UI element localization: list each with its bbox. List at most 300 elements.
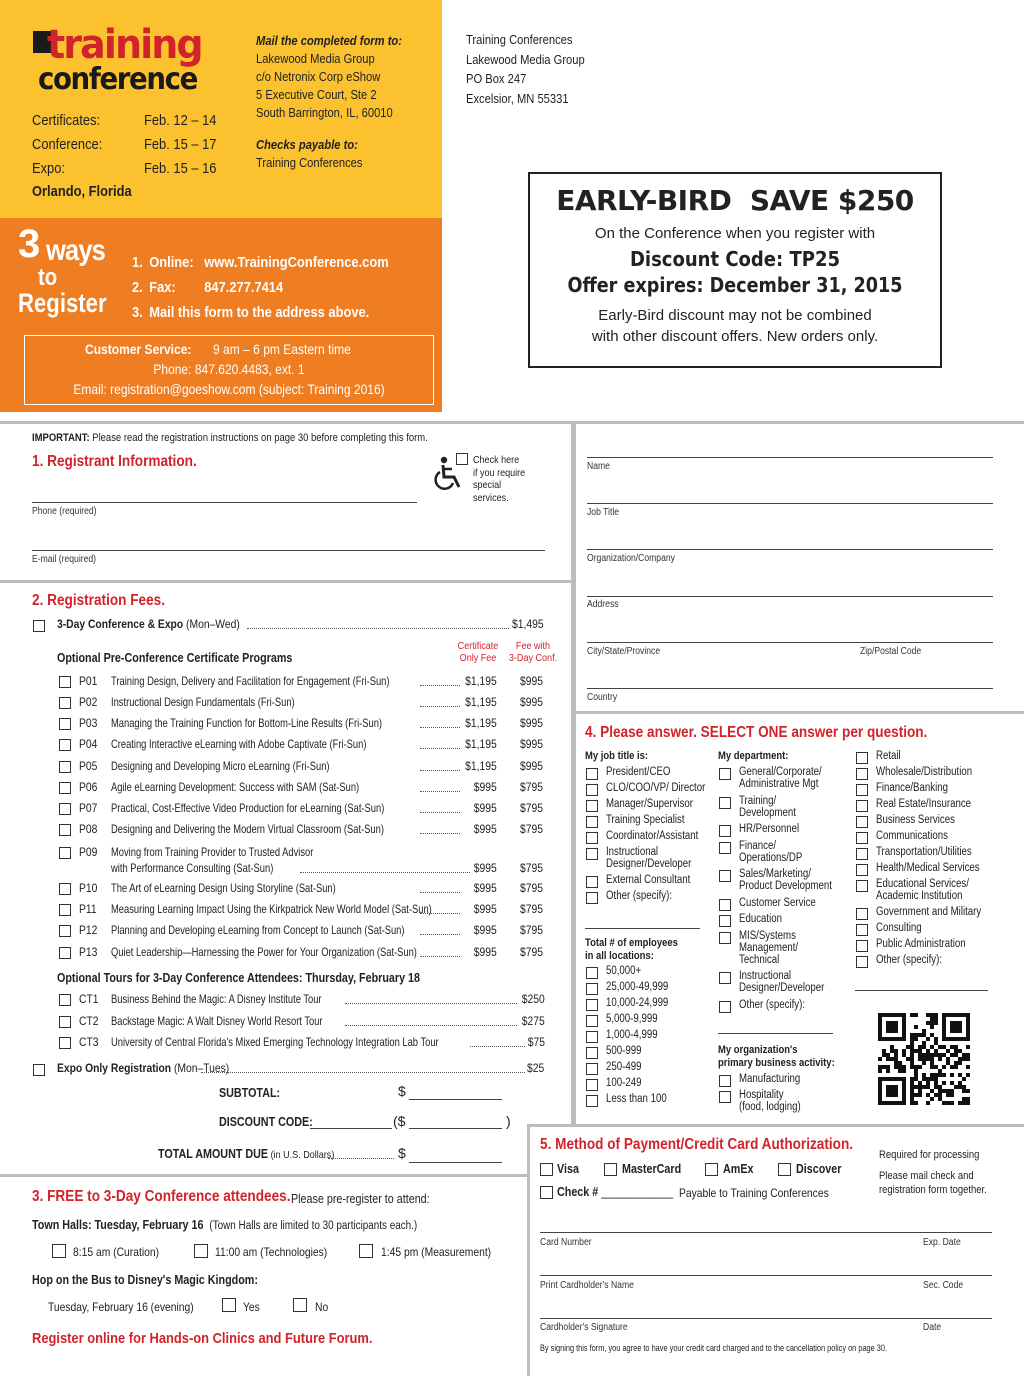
discount-code-field[interactable] — [310, 1128, 392, 1129]
answer-label — [606, 890, 672, 902]
date-value: Feb. 15 – 17 — [144, 135, 217, 153]
cs-email[interactable]: Email: registration@goeshow.com (subject: Training 2016) — [73, 381, 385, 397]
program-checkbox[interactable] — [59, 925, 71, 937]
answer-checkbox[interactable] — [856, 956, 868, 968]
program-name: Designing and Developing Micro eLearning (Fri-Sun) — [111, 759, 330, 773]
mail-note-line: Please mail check and — [879, 1170, 974, 1182]
conference-row — [57, 617, 545, 633]
answer-label — [606, 846, 691, 870]
program-checkbox[interactable] — [59, 697, 71, 709]
org-other-field[interactable] — [855, 990, 988, 991]
date-label: Date — [923, 1322, 942, 1333]
conference-label: 3-Day Conference & Expo — [57, 617, 184, 631]
answer-label-line: Manufacturing — [739, 1073, 801, 1085]
answer-checkbox[interactable] — [719, 932, 731, 944]
answer-checkbox[interactable] — [719, 842, 731, 854]
special-line: special — [473, 479, 502, 491]
conference-checkbox[interactable] — [33, 620, 45, 632]
date-label: Conference: — [32, 135, 103, 153]
mail-line: c/o Netronix Corp eShow — [256, 69, 381, 84]
answer-label — [876, 782, 948, 794]
tour-name: University of Central Florida's Mixed Emerging Technology Integration Lab Tour — [111, 1035, 439, 1049]
program-checkbox[interactable] — [59, 824, 71, 836]
program-checkbox[interactable] — [59, 718, 71, 730]
program-code: P08 — [79, 822, 98, 836]
check-title: Check # — [557, 1185, 599, 1199]
name-field[interactable] — [587, 457, 993, 458]
program-checkbox[interactable] — [59, 883, 71, 895]
dot-leader — [345, 1003, 517, 1004]
answer-checkbox[interactable] — [586, 967, 598, 979]
expo-row — [57, 1061, 545, 1077]
answer-label — [606, 874, 690, 886]
address-line: Training Conferences — [466, 32, 573, 47]
answer-label-line: Training Specialist — [606, 814, 685, 826]
answer-label-line: 500-999 — [606, 1045, 642, 1057]
check-label — [557, 1185, 673, 1199]
expo-label: Expo Only Registration — [57, 1061, 172, 1075]
answer-checkbox[interactable] — [856, 924, 868, 936]
cardholder-label: Print Cardholder's Name — [540, 1280, 634, 1291]
program-name: Agile eLearning Development: Success with SAM (Sat-Sun) — [111, 780, 360, 794]
answer-label — [876, 846, 972, 858]
logo-conference: conference — [38, 62, 197, 97]
program-fee: $995 — [474, 861, 497, 875]
answer-checkbox[interactable] — [856, 784, 868, 796]
ways-label: Fax: — [149, 279, 176, 296]
mail-line: Lakewood Media Group — [256, 51, 375, 66]
program-fee-with-conf: $795 — [520, 861, 543, 875]
answer-checkbox[interactable] — [719, 1091, 731, 1103]
emp-question-line: Total # of employees — [585, 937, 678, 949]
visa-label: Visa — [557, 1162, 579, 1176]
amex-checkbox[interactable] — [705, 1163, 718, 1176]
townhall-time: 8:15 am (Curation) — [73, 1245, 160, 1259]
exp-label: Exp. Date — [923, 1237, 961, 1248]
program-fee: $1,195 — [465, 737, 497, 751]
answer-label — [876, 750, 901, 762]
townhall-checkbox-technologies[interactable] — [194, 1244, 208, 1258]
answer-label-line: Coordinator/Assistant — [606, 830, 699, 842]
answer-checkbox[interactable] — [586, 832, 598, 844]
divider — [528, 1124, 1024, 1127]
answer-label — [606, 1077, 641, 1089]
townhall-checkbox-measurement[interactable] — [359, 1244, 373, 1258]
job-title-label: Job Title — [587, 507, 620, 518]
answer-checkbox[interactable] — [856, 800, 868, 812]
answer-label-line: Management/ — [739, 941, 799, 954]
expo-checkbox[interactable] — [33, 1064, 45, 1076]
discover-checkbox[interactable] — [778, 1163, 791, 1176]
mail-line: South Barrington, IL, 60010 — [256, 105, 393, 120]
tour-checkbox[interactable] — [59, 994, 71, 1006]
address-line: Lakewood Media Group — [466, 51, 585, 67]
answer-label — [739, 840, 802, 864]
program-fee: $1,195 — [465, 759, 497, 773]
payable-note: Payable to Training Conferences — [679, 1186, 829, 1200]
program-fee-with-conf: $995 — [520, 674, 543, 688]
section5-title: 5. Method of Payment/Credit Card Authorization. — [540, 1136, 854, 1153]
program-code: P13 — [79, 945, 98, 959]
email-field[interactable] — [32, 550, 545, 551]
answer-checkbox[interactable] — [586, 892, 598, 904]
answer-checkbox[interactable] — [719, 825, 731, 837]
important-note — [32, 432, 428, 444]
discount-paren-close: ) — [506, 1113, 511, 1129]
answer-label-line: Development — [739, 806, 796, 819]
program-fee-with-conf: $795 — [520, 945, 543, 959]
answer-checkbox[interactable] — [586, 1063, 598, 1075]
program-checkbox[interactable] — [59, 803, 71, 815]
mastercard-label: MasterCard — [622, 1162, 682, 1176]
answer-checkbox[interactable] — [856, 752, 868, 764]
job-other-field[interactable] — [585, 928, 700, 929]
col-header: Fee with — [515, 640, 551, 652]
ways-number: 3 — [18, 222, 41, 266]
card-number-label: Card Number — [540, 1237, 592, 1248]
program-code: P03 — [79, 716, 98, 730]
mail-line: 5 Executive Court, Ste 2 — [256, 87, 377, 102]
bus-date: Tuesday, February 16 (evening) — [48, 1300, 194, 1314]
divider — [0, 1174, 528, 1177]
answer-label-line: Business Services — [876, 814, 955, 826]
answer-label-line: Public Administration — [876, 938, 966, 950]
tour-price: $75 — [527, 1035, 545, 1049]
answer-checkbox[interactable] — [856, 908, 868, 920]
dept-other-field[interactable] — [718, 1033, 833, 1034]
ways-online-link[interactable]: www.TrainingConference.com — [204, 254, 389, 271]
total-title: TOTAL AMOUNT DUE — [158, 1147, 269, 1161]
answer-checkbox[interactable] — [719, 870, 731, 882]
org-question — [718, 1044, 835, 1070]
program-fee-with-conf: $795 — [520, 822, 543, 836]
date-value: Feb. 12 – 14 — [144, 111, 217, 129]
answer-label-line: Sales/Marketing/ — [739, 868, 811, 880]
zip-label: Zip/Postal Code — [860, 646, 922, 657]
mail-block — [256, 32, 436, 172]
job-title-field[interactable] — [587, 503, 993, 504]
answer-checkbox[interactable] — [719, 972, 731, 984]
dot-leader — [420, 748, 460, 749]
org-question-line: My organization's — [718, 1044, 798, 1056]
card-number-field[interactable] — [540, 1232, 992, 1233]
answer-checkbox[interactable] — [856, 848, 868, 860]
answer-checkbox[interactable] — [719, 1001, 731, 1013]
dates-list — [32, 108, 232, 180]
answer-label-line: Health/Medical Services — [876, 862, 980, 874]
ways-panel — [0, 218, 442, 412]
answer-label — [739, 1089, 801, 1113]
phone-field[interactable] — [32, 502, 417, 503]
answer-label-line: CLO/COO/VP/ Director — [606, 782, 706, 794]
program-checkbox[interactable] — [59, 904, 71, 916]
answer-label-line: Product Development — [739, 880, 832, 892]
program-code: P06 — [79, 780, 98, 794]
townhalls-row — [32, 1218, 417, 1232]
answer-checkbox[interactable] — [586, 800, 598, 812]
program-name: Instructional Design Fundamentals (Fri-Sun) — [111, 695, 295, 709]
townhall-time: 1:45 pm (Measurement) — [381, 1245, 492, 1259]
answer-label-line: Other (specify): — [606, 890, 673, 902]
program-code: P09 — [79, 845, 98, 859]
answer-label — [606, 1045, 641, 1057]
answer-label — [606, 798, 693, 810]
answer-label — [876, 922, 922, 934]
qr-code — [878, 1013, 970, 1105]
special-services-checkbox[interactable] — [456, 453, 468, 465]
answer-label-line: 50,000+ — [606, 965, 642, 977]
program-name: The Art of eLearning Design Using Storyline (Sat-Sun) — [111, 881, 336, 895]
answer-label — [876, 878, 969, 902]
special-line: services. — [473, 491, 509, 504]
mastercard-checkbox[interactable] — [604, 1163, 617, 1176]
special-services-note — [473, 454, 525, 504]
answer-label — [876, 814, 955, 826]
answer-label-line: Designer/Developer — [739, 982, 825, 994]
program-code: P01 — [79, 674, 98, 688]
answer-label — [606, 1013, 658, 1025]
answer-checkbox[interactable] — [586, 983, 598, 995]
answer-label — [606, 981, 668, 993]
program-fee-with-conf: $995 — [520, 759, 543, 773]
tour-name: Backstage Magic: A Walt Disney World Resort Tour — [111, 1014, 323, 1028]
tour-code: CT2 — [79, 1014, 99, 1028]
cs-hours: 9 am – 6 pm Eastern time — [212, 341, 351, 357]
check-number-field[interactable]: ____________ — [601, 1185, 673, 1199]
col-header-with — [504, 640, 562, 664]
country-label: Country — [587, 692, 618, 703]
program-fee: $995 — [474, 822, 497, 836]
program-code: P12 — [79, 923, 98, 937]
cardholder-field[interactable] — [540, 1275, 992, 1276]
dot-leader — [420, 791, 460, 792]
dot-leader — [420, 833, 460, 834]
dot-leader — [420, 770, 460, 771]
answer-label — [739, 795, 796, 819]
address-label: Address — [587, 599, 619, 610]
program-name: Practical, Cost-Effective Video Production for eLearning (Sat-Sun) — [111, 801, 385, 815]
program-fee-with-conf: $795 — [520, 923, 543, 937]
answer-label — [739, 897, 816, 909]
earlybird-note: with other discount offers. New orders only. — [591, 328, 879, 345]
program-code: P10 — [79, 881, 98, 895]
answer-checkbox[interactable] — [586, 876, 598, 888]
logo-training: training — [47, 22, 202, 68]
answer-label — [739, 868, 832, 892]
program-checkbox[interactable] — [59, 947, 71, 959]
tour-checkbox[interactable] — [59, 1016, 71, 1028]
date-value: Feb. 15 – 16 — [144, 159, 217, 177]
answer-checkbox[interactable] — [856, 816, 868, 828]
date-label: Expo: — [32, 159, 65, 177]
signature-field[interactable] — [540, 1318, 992, 1319]
section2-title: 2. Registration Fees. — [32, 592, 166, 609]
program-name: with Performance Consulting (Sat-Sun) — [111, 861, 274, 875]
answer-checkbox[interactable] — [719, 797, 731, 809]
bus-no-checkbox[interactable] — [293, 1298, 307, 1312]
ways-num: 3. — [132, 304, 143, 321]
divider — [0, 421, 1024, 424]
bus-yes-checkbox[interactable] — [222, 1298, 236, 1312]
email-label: E-mail (required) — [32, 554, 97, 565]
program-name: Training Design, Delivery and Facilitation for Engagement (Fri-Sun) — [111, 674, 390, 688]
total-dollar: $ — [398, 1145, 406, 1161]
program-checkbox[interactable] — [59, 761, 71, 773]
program-checkbox[interactable] — [59, 739, 71, 751]
program-code: P11 — [79, 902, 97, 916]
tour-checkbox[interactable] — [59, 1037, 71, 1049]
answer-checkbox[interactable] — [586, 1015, 598, 1027]
expo-days: (Mon–Tues) — [171, 1061, 230, 1075]
answer-label-line: 25,000-49,999 — [606, 981, 669, 993]
answer-label-line: Transportation/Utilities — [876, 846, 972, 858]
answer-checkbox[interactable] — [586, 1095, 598, 1107]
answer-label-line: Education — [739, 913, 782, 925]
ways-num: 2. — [132, 279, 143, 296]
earlybird-line: On the Conference when you register with — [594, 225, 876, 242]
program-fee: $995 — [474, 881, 497, 895]
answer-label-line: HR/Personnel — [739, 823, 800, 835]
address-line: Excelsior, MN 55331 — [466, 90, 569, 106]
program-fee: $995 — [474, 780, 497, 794]
answer-label-line: Designer/Developer — [606, 858, 692, 870]
subtotal-field[interactable] — [409, 1099, 502, 1100]
townhalls-note: (Town Halls are limited to 30 participants each.) — [209, 1220, 418, 1232]
answer-checkbox[interactable] — [856, 864, 868, 876]
answer-label-line: Academic Institution — [876, 890, 963, 902]
program-code: P07 — [79, 801, 98, 815]
job-question: My job title is: — [585, 750, 649, 762]
townhall-checkbox-curation[interactable] — [52, 1244, 66, 1258]
dot-leader — [300, 872, 470, 873]
answer-checkbox[interactable] — [856, 880, 868, 892]
answer-checkbox[interactable] — [586, 1079, 598, 1091]
answer-checkbox[interactable] — [719, 768, 731, 780]
dot-leader — [201, 1072, 525, 1073]
answer-checkbox[interactable] — [719, 1075, 731, 1087]
dot-leader — [420, 706, 460, 707]
answer-label-line: Finance/ — [739, 839, 777, 852]
checks-title: Checks payable to: — [256, 137, 358, 152]
col-header: Only Fee — [459, 652, 497, 664]
register-online-link[interactable]: Register online for Hands-on Clinics and Future Forum. — [32, 1330, 373, 1347]
program-fee: $995 — [474, 945, 497, 959]
subtotal-dollar: $ — [398, 1083, 406, 1099]
signature-label: Cardholder's Signature — [540, 1322, 628, 1333]
divider — [527, 1124, 530, 1376]
answer-label-line: 5,000-9,999 — [606, 1013, 658, 1025]
dot-leader — [420, 934, 460, 935]
program-fee-with-conf: $795 — [520, 780, 543, 794]
required-note: Required for processing — [879, 1149, 980, 1161]
important-label: IMPORTANT: — [32, 432, 90, 444]
answer-label — [876, 938, 966, 950]
tour-price: $275 — [522, 1014, 545, 1028]
answer-label-line: Instructional — [739, 970, 792, 982]
program-checkbox[interactable] — [59, 676, 71, 688]
country-field[interactable] — [587, 688, 993, 689]
answer-label-line: Less than 100 — [606, 1093, 667, 1105]
answer-checkbox[interactable] — [856, 768, 868, 780]
answer-checkbox[interactable] — [856, 832, 868, 844]
answer-label — [606, 1029, 658, 1041]
answer-checkbox[interactable] — [586, 768, 598, 780]
answer-label-line: Customer Service — [739, 896, 816, 909]
answer-label — [606, 997, 668, 1009]
dot-leader — [328, 1158, 394, 1159]
emp-question — [585, 937, 678, 963]
program-checkbox[interactable] — [59, 847, 71, 859]
answer-checkbox[interactable] — [586, 1047, 598, 1059]
emp-question-line: in all locations: — [585, 950, 654, 962]
answer-label — [739, 970, 824, 994]
answer-checkbox[interactable] — [586, 999, 598, 1011]
answer-checkbox[interactable] — [586, 784, 598, 796]
answer-checkbox[interactable] — [586, 1031, 598, 1043]
program-name: Measuring Learning Impact Using the Kirkpatrick New World Model (Sat-Sun) — [111, 902, 432, 916]
answer-label — [876, 830, 948, 842]
total-label — [158, 1147, 334, 1161]
earlybird-note: Early-Bird discount may not be combined — [598, 307, 872, 324]
special-line: if you require — [473, 466, 526, 479]
townhall-time: 11:00 am (Technologies) — [215, 1245, 328, 1259]
total-field[interactable] — [409, 1162, 502, 1163]
program-fee-with-conf: $795 — [520, 801, 543, 815]
answer-label — [739, 823, 799, 835]
answer-label-line: Administrative Mgt — [739, 778, 819, 790]
visa-checkbox[interactable] — [540, 1163, 553, 1176]
answer-checkbox[interactable] — [856, 940, 868, 952]
answer-label — [876, 906, 981, 918]
special-line: Check here — [473, 454, 520, 466]
discount-amount-field[interactable] — [409, 1128, 502, 1129]
total-note: (in U.S. Dollars) — [268, 1149, 335, 1161]
ways-fax: 847.277.7414 — [204, 279, 284, 296]
dot-leader — [420, 892, 460, 893]
dot-leader — [470, 1046, 525, 1047]
agree-note: By signing this form, you agree to have your credit card charged and to the cancellation policy on page 30. — [540, 1343, 888, 1353]
divider — [571, 421, 576, 1125]
check-checkbox[interactable] — [540, 1186, 553, 1199]
answer-checkbox[interactable] — [719, 899, 731, 911]
answer-label-line: Manager/Supervisor — [606, 798, 693, 810]
answer-checkbox[interactable] — [586, 848, 598, 860]
offer-expires: Offer expires: December 31, 2015 — [567, 273, 903, 297]
program-fee-with-conf: $995 — [520, 737, 543, 751]
answer-label-line: Training/ — [739, 794, 777, 807]
ways-register: Register — [18, 288, 107, 318]
answer-checkbox[interactable] — [719, 915, 731, 927]
answer-label — [606, 1093, 667, 1105]
return-address — [466, 30, 604, 108]
answer-checkbox[interactable] — [586, 816, 598, 828]
earlybird-title: EARLY-BIRD SAVE $250 — [556, 184, 914, 217]
bus-yes-label: Yes — [243, 1300, 260, 1314]
conference-days: (Mon–Wed) — [183, 617, 240, 631]
program-fee: $995 — [474, 801, 497, 815]
program-fee-with-conf: $795 — [520, 902, 543, 916]
mail-note — [879, 1169, 987, 1197]
program-name: Planning and Developing eLearning from Concept to Launch (Sat-Sun) — [111, 923, 405, 937]
city-field[interactable] — [587, 642, 993, 643]
answer-label-line: Government and Military — [876, 906, 982, 918]
answer-label-line: (food, lodging) — [739, 1101, 801, 1113]
program-checkbox[interactable] — [59, 782, 71, 794]
expo-price: $25 — [527, 1061, 545, 1075]
organization-field[interactable] — [587, 549, 993, 550]
answer-label — [606, 782, 705, 794]
address-field[interactable] — [587, 596, 993, 597]
